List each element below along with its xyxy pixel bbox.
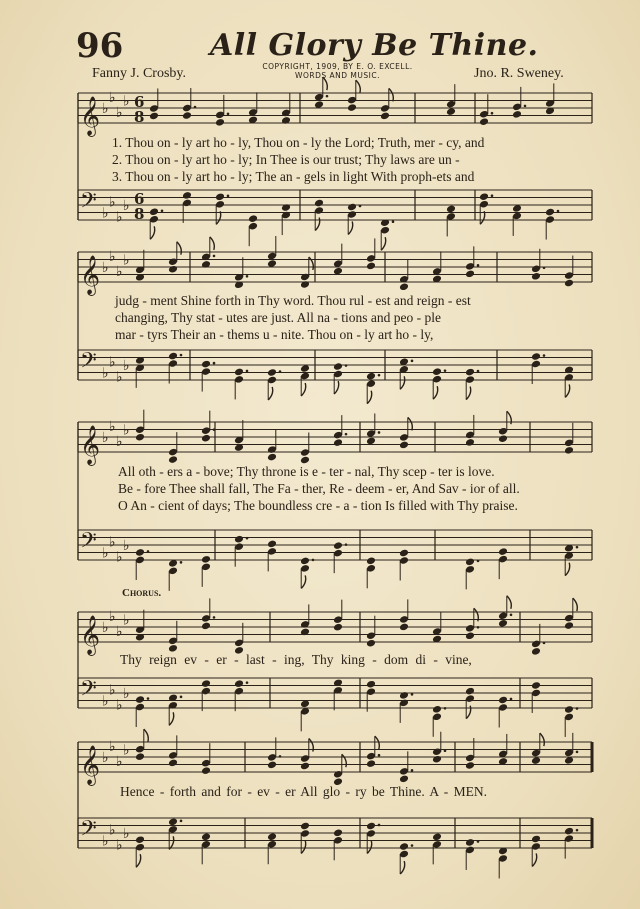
note-dot <box>392 220 395 223</box>
note-head <box>366 556 376 565</box>
note-head <box>135 835 145 844</box>
note-dot <box>557 210 560 213</box>
note-head <box>135 752 145 761</box>
note-head <box>366 639 376 648</box>
time-signature-top: 6 <box>134 93 145 111</box>
note-head <box>149 112 159 121</box>
flat-sign-icon: ♭ <box>102 260 109 276</box>
lyric-line: Be - fore Thee shall fall, The Fa - ther, Re - deem - er, And Sav - ior of all. <box>118 481 520 496</box>
note-head <box>531 681 541 690</box>
flat-sign-icon: ♭ <box>123 198 130 214</box>
note-flag <box>169 712 174 725</box>
hymn-title: All Glory Be Thine. <box>210 28 539 63</box>
note-dot <box>326 95 329 98</box>
note-head <box>465 438 475 447</box>
flat-sign-icon: ♭ <box>123 538 130 554</box>
note-head <box>182 111 192 120</box>
bass-clef-icon: 𝄢 <box>80 348 97 379</box>
note-dot <box>378 374 381 377</box>
note-dot <box>444 707 447 710</box>
note-dot <box>345 543 348 546</box>
note-head <box>347 203 357 212</box>
note-head <box>531 352 541 361</box>
note-head <box>498 434 508 443</box>
note-head <box>267 832 277 841</box>
note-flag <box>507 596 512 609</box>
note-dot <box>491 194 494 197</box>
lyric-line: 3. Thou on - ly art ho - ly; The an - gels in light With proph-ets and <box>112 169 475 184</box>
flat-sign-icon: ♭ <box>102 693 109 710</box>
note-head <box>135 433 145 442</box>
note-dot <box>510 698 513 701</box>
flat-sign-icon: ♭ <box>109 418 116 435</box>
note-dot <box>477 560 480 563</box>
note-dot <box>147 697 150 700</box>
note-head <box>201 434 211 443</box>
note-flag <box>408 417 413 430</box>
flat-sign-icon: ♭ <box>123 742 130 759</box>
lyric-line: O An - cient of days; The boundless cre - a - tion Is filled with Thy praise. <box>118 498 518 513</box>
note-flag <box>389 88 394 101</box>
flat-sign-icon: ♭ <box>123 93 130 110</box>
flat-sign-icon: ♭ <box>109 534 116 551</box>
flat-sign-icon: ♭ <box>116 697 123 714</box>
note-head <box>564 827 574 836</box>
note-head <box>564 621 574 630</box>
note-dot <box>147 550 150 553</box>
note-head <box>168 265 178 274</box>
note-dot <box>576 829 579 832</box>
time-signature-bottom: 8 <box>134 205 145 223</box>
treble-clef-icon: 𝄞 <box>80 96 101 136</box>
note-head <box>498 547 508 556</box>
note-flag <box>348 221 353 234</box>
flat-sign-icon: ♭ <box>123 826 130 842</box>
note-flag <box>342 754 347 767</box>
note-flag <box>367 391 372 404</box>
flat-sign-icon: ♭ <box>102 750 109 766</box>
note-flag <box>301 840 306 853</box>
note-head <box>201 622 211 631</box>
flat-sign-icon: ♭ <box>116 549 123 566</box>
note-flag <box>150 226 155 239</box>
note-head <box>366 262 376 271</box>
flat-sign-icon: ♭ <box>109 682 116 699</box>
flat-sign-icon: ♭ <box>116 263 123 280</box>
flat-sign-icon: ♭ <box>123 686 130 702</box>
note-flag <box>540 733 545 746</box>
note-dot <box>524 105 527 108</box>
note-flag <box>532 853 537 866</box>
note-flag <box>323 77 328 90</box>
note-head <box>446 205 456 214</box>
note-flag <box>136 854 141 867</box>
note-head <box>432 705 442 714</box>
note-flag <box>565 563 570 576</box>
note-head <box>201 832 211 841</box>
note-flag <box>356 80 361 93</box>
note-head <box>201 360 211 369</box>
note-head <box>366 759 376 768</box>
note-dot <box>510 613 513 616</box>
note-head <box>201 679 211 688</box>
flat-sign-icon: ♭ <box>116 753 123 770</box>
note-head <box>399 282 409 291</box>
note-flag <box>375 736 380 749</box>
note-dot <box>227 195 230 198</box>
flat-sign-icon: ♭ <box>102 620 109 636</box>
note-dot <box>378 754 381 757</box>
note-head <box>399 775 409 784</box>
note-dot <box>246 681 249 684</box>
note-dot <box>411 844 414 847</box>
note-head <box>399 842 409 851</box>
flat-sign-icon: ♭ <box>123 252 130 269</box>
note-head <box>531 756 541 765</box>
note-head <box>234 535 244 544</box>
note-dot <box>180 820 183 823</box>
bass-clef-icon: 𝄢 <box>80 816 97 847</box>
note-head <box>498 619 508 628</box>
flat-sign-icon: ♭ <box>109 89 116 106</box>
note-flag <box>433 386 438 399</box>
note-head <box>432 367 442 376</box>
flat-sign-icon: ♭ <box>123 612 130 629</box>
note-dot <box>477 264 480 267</box>
note-head <box>267 761 277 770</box>
flat-sign-icon: ♭ <box>109 194 116 211</box>
note-dot <box>180 696 183 699</box>
treble-clef-icon: 𝄞 <box>80 615 101 655</box>
note-dot <box>180 354 183 357</box>
note-dot <box>345 364 348 367</box>
flat-sign-icon: ♭ <box>102 101 109 117</box>
note-head <box>564 446 574 455</box>
note-head <box>201 766 211 775</box>
note-dot <box>543 642 546 645</box>
note-head <box>399 549 409 558</box>
note-head <box>432 833 442 842</box>
note-head <box>465 368 475 377</box>
note-head <box>432 755 442 764</box>
note-flag <box>565 384 570 397</box>
note-dot <box>213 428 216 431</box>
flat-sign-icon: ♭ <box>102 545 109 562</box>
note-head <box>168 455 178 464</box>
note-flag <box>400 376 405 389</box>
note-dot <box>477 840 480 843</box>
note-flag <box>301 575 306 588</box>
note-flag <box>301 383 306 396</box>
note-head <box>168 817 178 826</box>
note-flag <box>210 237 215 250</box>
flat-sign-icon: ♭ <box>116 209 123 226</box>
note-head <box>531 272 541 281</box>
flat-sign-icon: ♭ <box>116 104 123 121</box>
note-head <box>366 822 376 831</box>
note-dot <box>576 751 579 754</box>
note-flag <box>177 242 182 255</box>
flat-sign-icon: ♭ <box>109 354 116 371</box>
note-dot <box>161 209 164 212</box>
note-head <box>333 438 343 447</box>
note-dot <box>312 559 315 562</box>
note-flag <box>381 237 386 250</box>
note-head <box>201 555 211 564</box>
note-flag <box>169 836 174 849</box>
flat-sign-icon: ♭ <box>109 248 116 265</box>
note-flag <box>268 387 273 400</box>
note-head <box>333 362 343 371</box>
note-flag <box>400 861 405 874</box>
note-head <box>564 279 574 288</box>
note-head <box>465 761 475 770</box>
note-head <box>531 647 541 656</box>
note-dot <box>279 755 282 758</box>
note-head <box>300 280 310 289</box>
note-head <box>399 623 409 632</box>
chorus-label: Chorus. <box>122 587 162 599</box>
note-dot <box>378 824 381 827</box>
note-head <box>281 203 291 212</box>
lyric-line: Hence - forth and for - ev - er All glo - ry be Thine. A - MEN. <box>120 784 488 799</box>
note-dot <box>576 707 579 710</box>
note-head <box>267 453 277 462</box>
note-dot <box>477 626 480 629</box>
note-head <box>149 207 159 216</box>
hymn-number: 96 <box>76 26 124 66</box>
note-flag <box>309 257 314 270</box>
note-head <box>531 835 541 844</box>
note-dot <box>576 546 579 549</box>
note-head <box>333 828 343 837</box>
note-flag <box>315 218 320 231</box>
note-head <box>465 557 475 566</box>
bass-clef-icon: 𝄢 <box>80 188 97 219</box>
lyric-line: changing, Thy stat - utes are just. All na - tions and peo - ple <box>115 310 441 325</box>
copyright-line: COPYRIGHT, 1909, BY E. O. EXCELL. <box>262 62 413 71</box>
note-dot <box>359 205 362 208</box>
note-head <box>498 696 508 705</box>
note-head <box>512 110 522 119</box>
note-head <box>366 680 376 689</box>
note-flag <box>367 840 372 853</box>
note-head <box>347 103 357 112</box>
note-dot <box>213 362 216 365</box>
lyric-line: 1. Thou on - ly art ho - ly, Thou on - ly the Lord; Truth, mer - cy, and <box>112 135 485 150</box>
flat-sign-icon: ♭ <box>109 822 116 839</box>
lyric-line: 2. Thou on - ly art ho - ly; In Thee is our trust; Thy laws are un - <box>112 152 460 167</box>
note-dot <box>180 561 183 564</box>
note-dot <box>213 616 216 619</box>
treble-clef-icon: 𝄞 <box>80 425 101 465</box>
note-head <box>545 208 555 217</box>
flat-sign-icon: ♭ <box>109 738 116 755</box>
note-dot <box>477 370 480 373</box>
flat-sign-icon: ♭ <box>123 358 130 374</box>
composer-credit: Jno. R. Sweney. <box>474 66 564 81</box>
note-flag <box>480 211 485 224</box>
treble-clef-icon: 𝄞 <box>80 745 101 785</box>
flat-sign-icon: ♭ <box>109 608 116 625</box>
flat-sign-icon: ♭ <box>116 623 123 640</box>
note-head <box>267 540 277 549</box>
flat-sign-icon: ♭ <box>123 422 130 439</box>
note-dot <box>213 255 216 258</box>
note-dot <box>411 769 414 772</box>
note-head <box>182 191 192 200</box>
note-head <box>399 441 409 450</box>
treble-clef-icon: 𝄞 <box>80 255 101 295</box>
note-head <box>366 372 376 381</box>
note-dot <box>345 433 348 436</box>
note-dot <box>411 693 414 696</box>
note-head <box>314 199 324 208</box>
note-head <box>479 117 489 126</box>
lyric-line: All oth - ers a - bove; Thy throne is e - ter - nal, Thy scep - ter is love. <box>118 464 495 479</box>
note-head <box>465 687 475 696</box>
note-dot <box>246 537 249 540</box>
time-signature-bottom: 8 <box>134 108 145 126</box>
note-flag <box>144 729 149 742</box>
note-dot <box>491 112 494 115</box>
note-head <box>248 214 258 223</box>
note-head <box>333 623 343 632</box>
note-head <box>267 368 277 377</box>
flat-sign-icon: ♭ <box>102 833 109 850</box>
time-signature-top: 6 <box>134 190 145 208</box>
note-flag <box>573 598 578 611</box>
lyric-line: Thy reign ev - er - last - ing, Thy king - dom di - vine, <box>120 652 472 667</box>
note-flag <box>334 381 339 394</box>
note-head <box>479 192 489 201</box>
note-dot <box>246 370 249 373</box>
note-head <box>135 548 145 557</box>
note-head <box>564 705 574 714</box>
bass-clef-icon: 𝄢 <box>80 676 97 707</box>
note-head <box>333 541 343 550</box>
note-dot <box>378 431 381 434</box>
note-flag <box>466 387 471 400</box>
lyric-line: judg - ment Shine forth in Thy word. Thou rul - est and reign - est <box>115 293 471 308</box>
note-dot <box>194 106 197 109</box>
note-head <box>465 838 475 847</box>
note-head <box>380 112 390 121</box>
flat-sign-icon: ♭ <box>116 837 123 854</box>
note-head <box>234 368 244 377</box>
author-credit: Fanny J. Crosby. <box>92 66 186 81</box>
note-dot <box>444 749 447 752</box>
note-dot <box>279 370 282 373</box>
note-head <box>300 762 310 771</box>
note-head <box>168 759 178 768</box>
note-head <box>215 118 225 127</box>
flat-sign-icon: ♭ <box>116 433 123 450</box>
note-head <box>300 557 310 566</box>
copyright-line: WORDS AND MUSIC. <box>295 71 380 80</box>
note-dot <box>444 369 447 372</box>
bass-clef-icon: 𝄢 <box>80 528 97 559</box>
note-dot <box>246 275 249 278</box>
flat-sign-icon: ♭ <box>116 369 123 386</box>
note-head <box>465 270 475 279</box>
lyric-line: mar - tyrs Their an - thems u - nite. Thou on - ly art ho - ly, <box>115 327 434 342</box>
note-head <box>446 107 456 116</box>
flat-sign-icon: ♭ <box>102 430 109 446</box>
flat-sign-icon: ♭ <box>102 365 109 382</box>
note-dot <box>411 360 414 363</box>
note-head <box>300 822 310 831</box>
note-head <box>399 691 409 700</box>
note-head <box>465 631 475 640</box>
flat-sign-icon: ♭ <box>102 205 109 222</box>
note-head <box>135 695 145 704</box>
note-head <box>215 192 225 201</box>
note-head <box>234 679 244 688</box>
note-dot <box>543 266 546 269</box>
note-dot <box>543 354 546 357</box>
note-dot <box>227 113 230 116</box>
note-flag <box>216 211 221 224</box>
note-head <box>168 352 178 361</box>
